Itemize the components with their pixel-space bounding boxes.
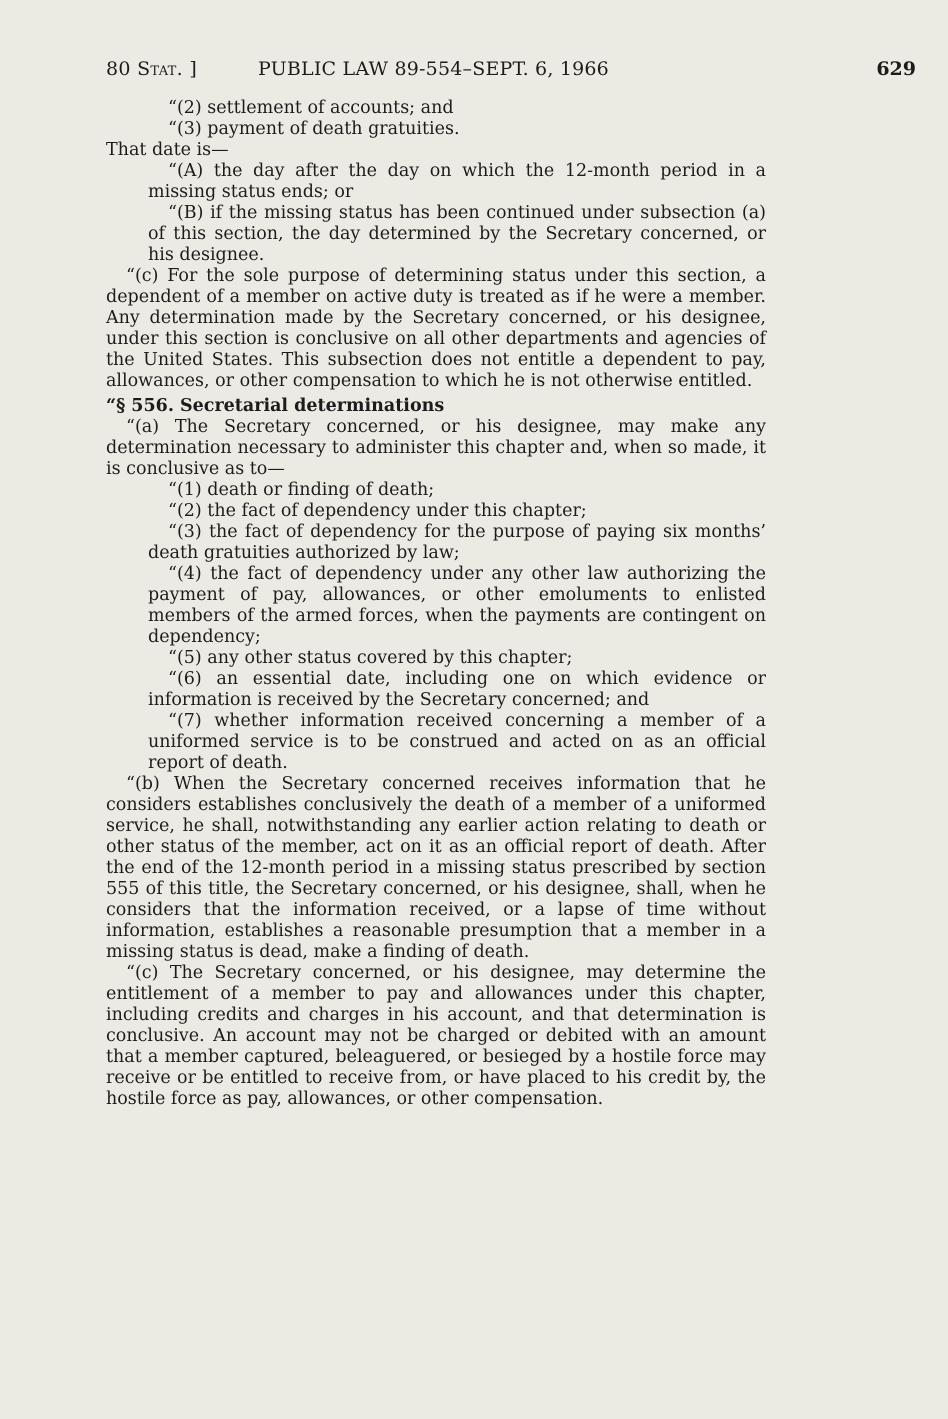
list-item: “(4) the fact of dependency under any other law authorizing the payment of pay, allowances, or other emoluments to enlisted members of the armed forces, when the payments are contingent on dependency; — [148, 564, 766, 647]
statute-reference: 80 Stat. ] — [106, 58, 198, 80]
list-item: “(A) the day after the day on which the 12-month period in a missing status ends; or — [148, 161, 766, 202]
list-item: “(2) settlement of accounts; and — [168, 98, 454, 118]
document-body — [106, 98, 766, 1110]
section-heading: “§ 556. Secretarial determinations — [106, 396, 445, 416]
paragraph: “(c) For the sole purpose of determining status under this section, a dependent of a member on active duty is treated as if he were a member. Any determination made by the Secretary concerned, or his designee, under this section is conclusive on all other departments and agencies of the United States. This subsection does not entitle a dependent to pay, allowances, or other compensation to which he is not otherwise entitled. — [106, 266, 766, 391]
list-item: “(7) whether information received concerning a member of a uniformed service is to be construed and acted on as an official report of death. — [148, 711, 766, 773]
page-header — [106, 58, 916, 82]
paragraph: “(b) When the Secretary concerned receives information that he considers establishes conclusively the death of a member of a uniformed service, he shall, notwithstanding any earlier action relating to death or other status of the member, act on it as an official report of death. After the end of the 12-month period in a missing status prescribed by section 555 of this title, the Secretary concerned, or his designee, shall, when he considers that the information received, or a lapse of time without information, establishes a reasonable presumption that a member in a missing status is dead, make a finding of death. — [106, 774, 766, 962]
list-item: “(2) the fact of dependency under this chapter; — [168, 501, 587, 521]
list-item: “(5) any other status covered by this chapter; — [168, 648, 573, 668]
paragraph: “(c) The Secretary concerned, or his designee, may determine the entitlement of a member to pay and allowances under this chapter, including credits and charges in his account, and that determination is conclusive. An account may not be charged or debited with an amount that a member captured, beleaguered, or besieged by a hostile force may receive or be entitled to receive from, or have placed to his credit by, the hostile force as pay, allowances, or other compensation. — [106, 963, 766, 1109]
paragraph: “(a) The Secretary concerned, or his designee, may make any determination necessary to administer this chapter and, when so made, it is conclusive as to— — [106, 417, 766, 479]
paragraph: That date is— — [106, 140, 229, 160]
list-item: “(6) an essential date, including one on which evidence or information is received by the Secretary concerned; and — [148, 669, 766, 710]
page-number: 629 — [876, 58, 916, 80]
list-item: “(3) the fact of dependency for the purpose of paying six months’ death gratuities authorized by law; — [148, 522, 766, 563]
list-item: “(1) death or finding of death; — [168, 480, 435, 500]
list-item: “(3) payment of death gratuities. — [168, 119, 460, 139]
list-item: “(B) if the missing status has been continued under subsection (a) of this section, the day determined by the Secretary concerned, or his designee. — [148, 203, 766, 265]
law-title: PUBLIC LAW 89-554–SEPT. 6, 1966 — [258, 58, 609, 80]
